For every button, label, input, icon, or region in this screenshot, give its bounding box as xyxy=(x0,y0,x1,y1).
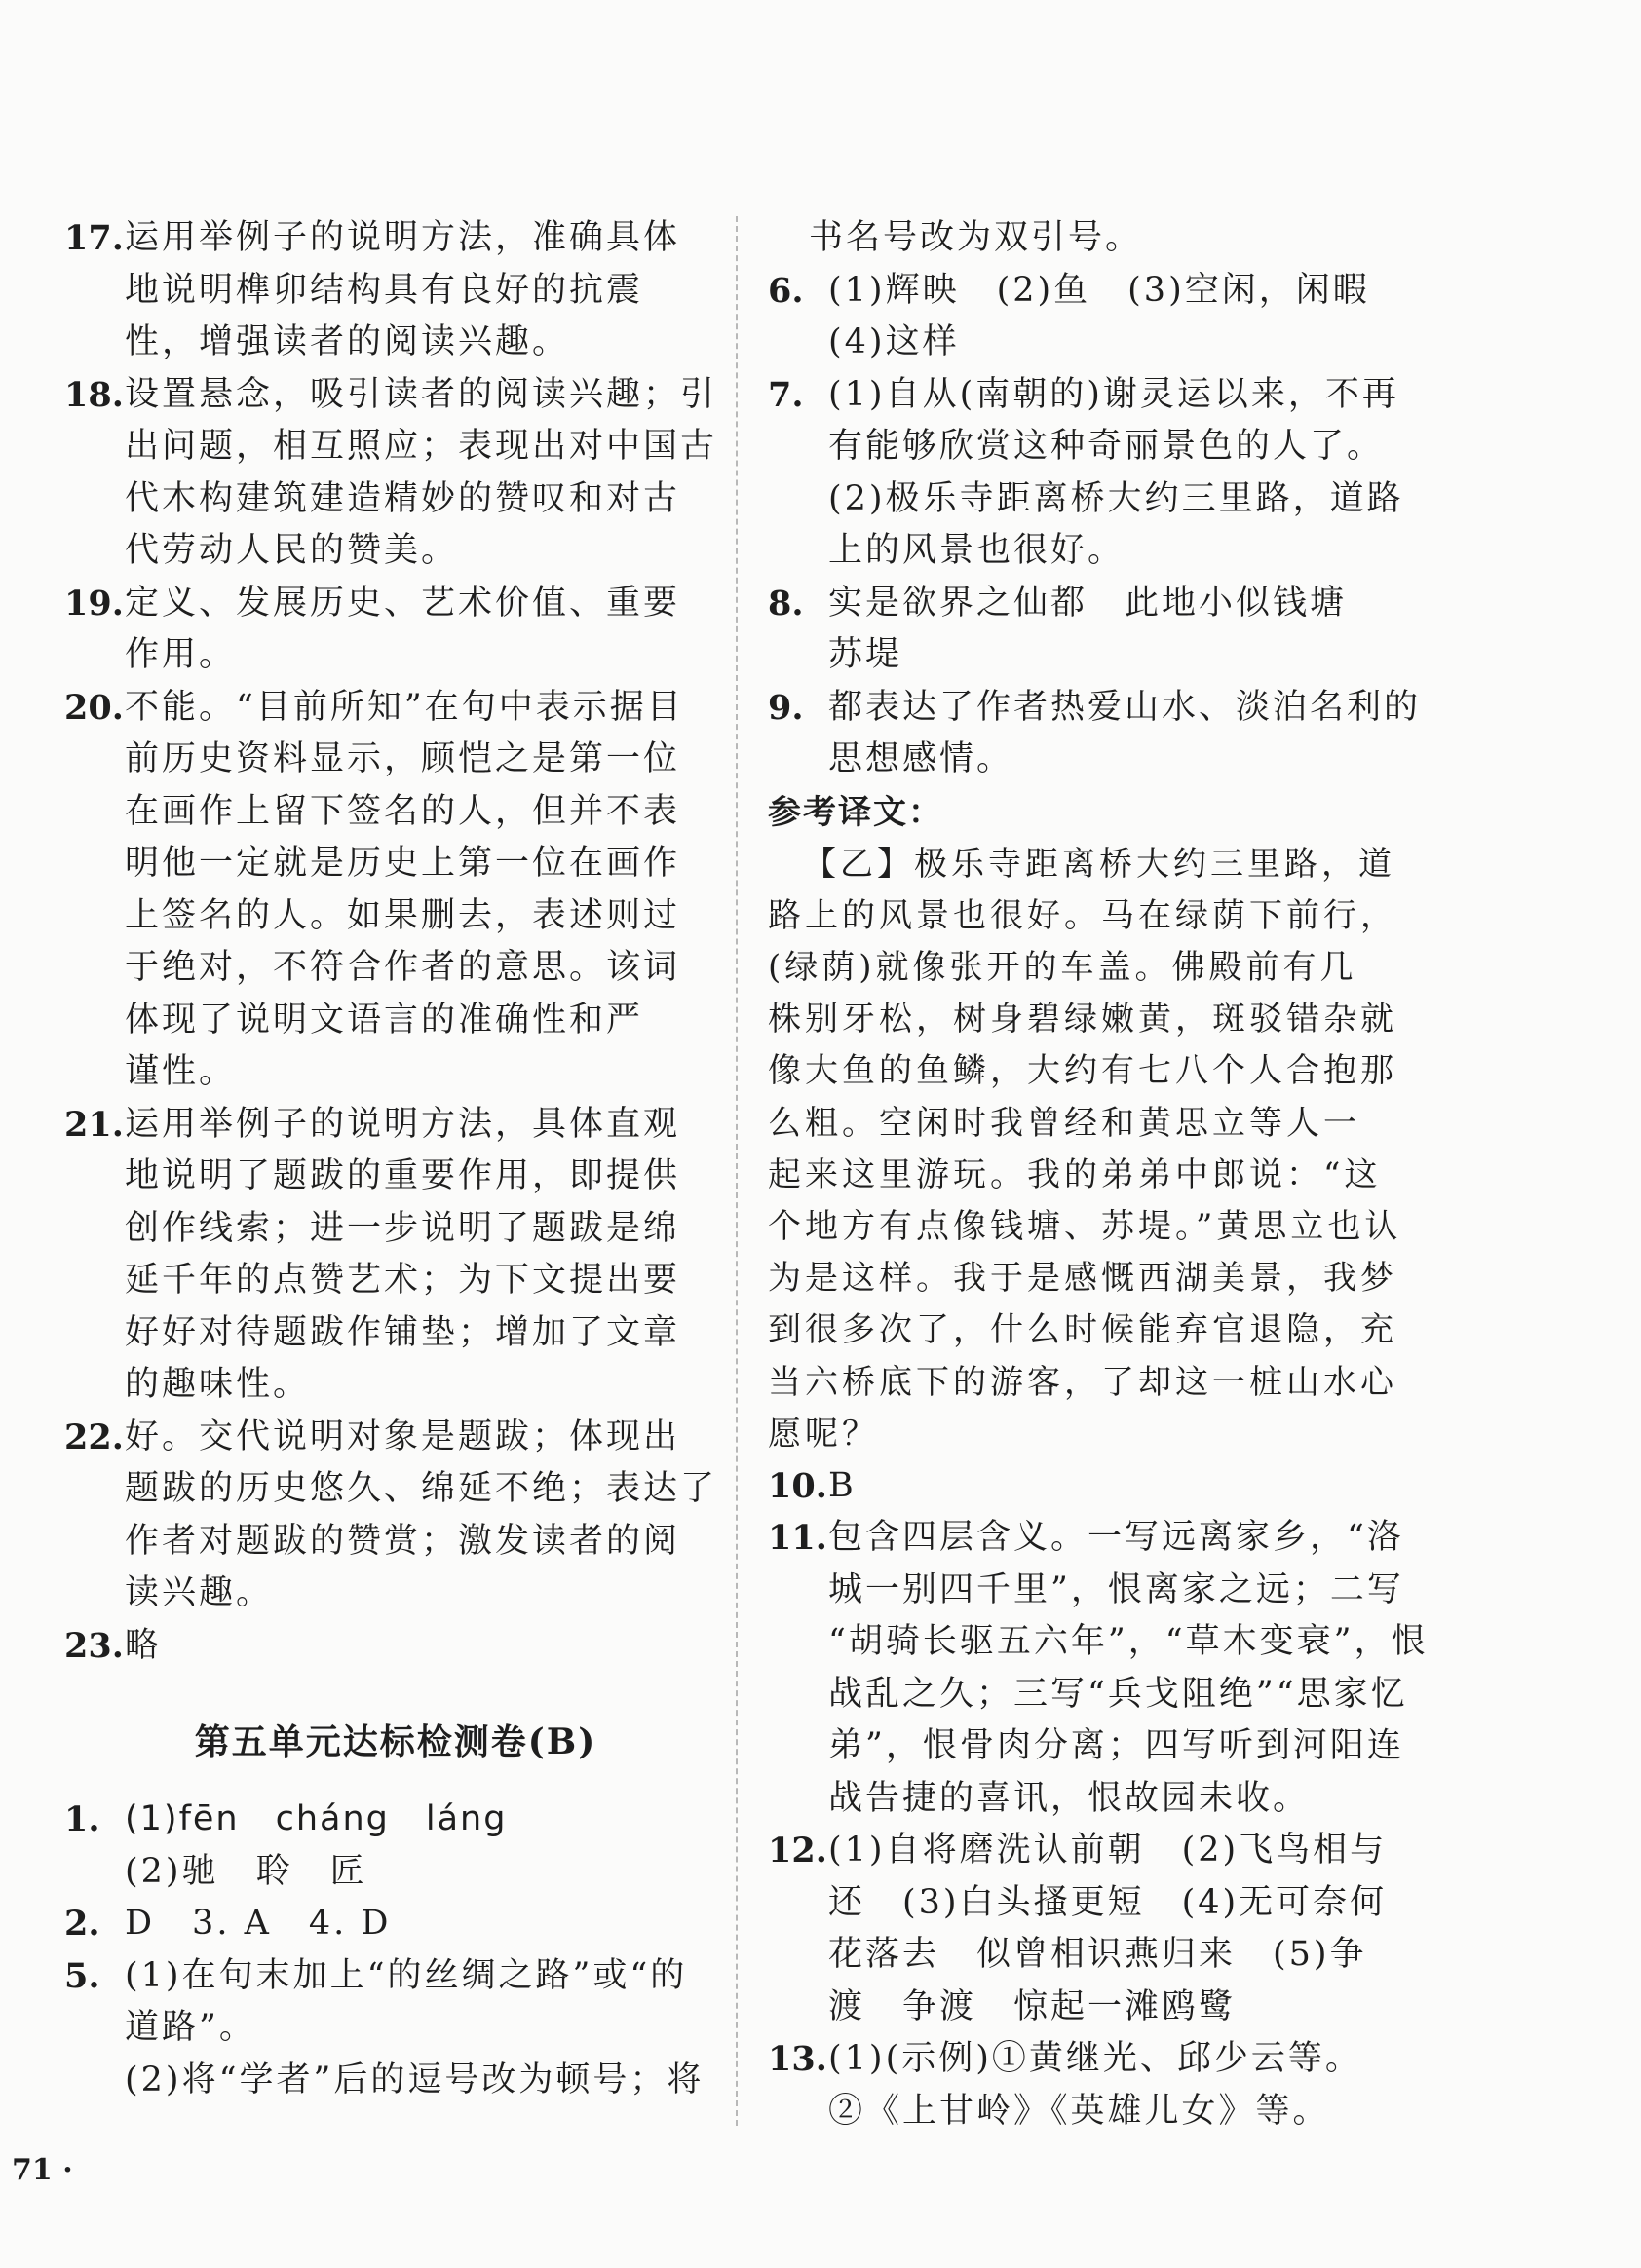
answer-item xyxy=(768,1460,1411,1513)
reference-translation xyxy=(768,839,1411,1460)
answer-line: 好。交代说明对象是题跋；体现出 xyxy=(125,1417,681,1456)
answer-line: (2)将“学者”后的逗号改为顿号；将 xyxy=(125,2060,705,2099)
translation-line: 路上的风景也很好。马在绿荫下前行， xyxy=(768,895,1397,935)
translation-line: 株别牙松，树身碧绿嫩黄，斑驳错杂就 xyxy=(768,1000,1397,1040)
answer-line: 略 xyxy=(125,1625,163,1665)
answer-line: 定义、发展历史、艺术价值、重要 xyxy=(125,583,681,623)
continuation-line: 书名号改为双引号。 xyxy=(809,218,1143,257)
answer-number: 12. xyxy=(768,1831,827,1871)
answer-line: 都表达了作者热爱山水、淡泊名利的 xyxy=(828,687,1422,727)
translation-line: 当六桥底下的游客，了却这一桩山水心 xyxy=(768,1362,1397,1402)
answer-number: 18. xyxy=(64,374,124,415)
answer-number: 20. xyxy=(64,687,124,728)
answer-item xyxy=(64,1898,707,1950)
answer-line: 上签名的人。如果删去，表述则过 xyxy=(125,895,681,935)
translation-line: 起来这里游玩。我的弟弟中郎说：“这 xyxy=(768,1154,1382,1194)
translation-line: 个地方有点像钱塘、苏堤。”黄思立也认 xyxy=(768,1206,1402,1246)
answer-item xyxy=(64,1412,718,1620)
answer-line: (4)这样 xyxy=(828,322,960,361)
section-title: 第五单元达标检测卷(B) xyxy=(194,1721,597,1762)
answer-line: 思想感情。 xyxy=(828,739,1014,778)
answer-line: 读兴趣。 xyxy=(125,1573,274,1612)
translation-line: 到很多次了，什么时候能弃官退隐，充 xyxy=(768,1310,1397,1350)
answer-item xyxy=(768,1512,1429,1825)
answer-line: 城一别四千里”，恨离家之远；二写 xyxy=(828,1569,1404,1609)
answer-number: 21. xyxy=(64,1104,124,1145)
answer-line: 前历史资料显示，顾恺之是第一位 xyxy=(125,739,681,778)
answer-line: 战乱之久；三写“兵戈阻绝”“思家忆 xyxy=(828,1674,1408,1714)
answer-line: 性，增强读者的阅读兴趣。 xyxy=(125,322,570,361)
answer-line: (1)自将磨洗认前朝 (2)飞鸟相与 xyxy=(828,1831,1388,1871)
answer-number: 6. xyxy=(768,270,804,311)
answer-line: 好好对待题跋作铺垫；增加了文章 xyxy=(125,1312,681,1352)
answer-line: 作用。 xyxy=(125,635,237,674)
translation-line: (绿荫)就像张开的车盖。佛殿前有几 xyxy=(768,947,1357,987)
answer-number: 5. xyxy=(64,1955,100,1996)
answer-number: 23. xyxy=(64,1625,124,1666)
answer-line: B xyxy=(828,1465,857,1505)
answer-item xyxy=(64,369,718,578)
answer-number: 9. xyxy=(768,687,804,728)
answer-line: 出问题，相互照应；表现出对中国古 xyxy=(125,427,718,466)
answer-number: 8. xyxy=(768,583,804,624)
answer-number: 2. xyxy=(64,1904,100,1944)
answer-line: 的趣味性。 xyxy=(125,1365,311,1404)
answer-line: (1)辉映 (2)鱼 (3)空闲，闲暇 xyxy=(828,270,1370,310)
answer-line: (1)在句末加上“的丝绸之路”或“的 xyxy=(125,1955,688,1995)
answer-line: 苏堤 xyxy=(828,635,903,674)
answer-item xyxy=(768,1825,1411,2033)
answer-line: D 3. A 4. D xyxy=(125,1904,392,1943)
answer-line: ②《上甘岭》《英雄儿女》等。 xyxy=(828,2091,1330,2131)
answer-line: (2)驰 聆 匠 xyxy=(125,1851,367,1891)
answer-line: (2)极乐寺距离桥大约三里路，道路 xyxy=(828,478,1404,518)
answer-line: 设置悬念，吸引读者的阅读兴趣；引 xyxy=(125,374,718,414)
answer-line: 体现了说明文语言的准确性和严 xyxy=(125,1000,644,1040)
answer-line: 于绝对，不符合作者的意思。该词 xyxy=(125,948,681,987)
answer-item xyxy=(768,265,1411,369)
answer-line: 弟”，恨骨肉分离；四写听到河阳连 xyxy=(828,1726,1404,1766)
answer-line: 不能。“目前所知”在句中表示据目 xyxy=(125,687,684,727)
answer-line: 运用举例子的说明方法，准确具体 xyxy=(125,218,681,257)
answer-line: 谨性。 xyxy=(125,1052,237,1091)
translation-line: 愿呢？ xyxy=(768,1414,879,1454)
answer-line: (1)自从(南朝的)谢灵运以来，不再 xyxy=(828,374,1399,414)
answer-number: 17. xyxy=(64,218,124,258)
page-number: 71 · xyxy=(12,2153,73,2187)
answer-item xyxy=(64,212,707,369)
answer-line: 明他一定就是历史上第一位在画作 xyxy=(125,844,681,883)
right-column xyxy=(768,212,1429,2137)
answer-item xyxy=(768,682,1422,786)
translation-line: 【乙】极乐寺距离桥大约三里路，道 xyxy=(803,844,1395,884)
answer-line: 有能够欣赏这种奇丽景色的人了。 xyxy=(828,427,1385,466)
answer-line: 代劳动人民的赞美。 xyxy=(125,531,459,570)
answer-line: 题跋的历史悠久、绵延不绝；表达了 xyxy=(125,1469,718,1508)
answer-line: 代木构建筑建造精妙的赞叹和对古 xyxy=(125,478,681,518)
answer-line: 延千年的点赞艺术；为下文提出要 xyxy=(125,1261,681,1300)
answer-line: “胡骑长驱五六年”，“草木变衰”，恨 xyxy=(828,1622,1429,1662)
answer-line: 作者对题跋的赞赏；激发读者的阅 xyxy=(125,1521,681,1561)
answer-item xyxy=(64,1794,707,1898)
answer-item xyxy=(768,2033,1411,2137)
right-answer-list xyxy=(768,265,1422,786)
translation-line: 么粗。空闲时我曾经和黄思立等人一 xyxy=(768,1103,1360,1143)
answer-number: 10. xyxy=(768,1465,827,1506)
answer-line: 在画作上留下签名的人，但并不表 xyxy=(125,791,681,831)
answer-line: (1)(示例)①黄继光、邱少云等。 xyxy=(828,2039,1362,2079)
answer-line: 渡 争渡 惊起一滩鸥鹭 xyxy=(828,1986,1237,2026)
answer-number: 7. xyxy=(768,374,804,415)
answer-item xyxy=(64,1099,707,1412)
answer-item xyxy=(64,578,707,682)
left-column xyxy=(64,212,718,2106)
answer-item xyxy=(64,1620,707,1673)
answer-line: 创作线索；进一步说明了题跋是绵 xyxy=(125,1208,681,1248)
answer-line: 还 (3)白头搔更短 (4)无可奈何 xyxy=(828,1882,1388,1922)
translation-line: 像大鱼的鱼鳞，大约有七八个人合抱那 xyxy=(768,1051,1397,1091)
answer-line: 战告捷的喜讯，恨故园未收。 xyxy=(828,1778,1311,1818)
answer-line: 地说明榫卯结构具有良好的抗震 xyxy=(125,270,644,310)
reference-translation-label: 参考译文： xyxy=(768,792,943,832)
answer-item xyxy=(768,578,1411,682)
answer-number: 1. xyxy=(64,1799,100,1839)
answer-line: 运用举例子的说明方法，具体直观 xyxy=(125,1104,681,1144)
right-answer-list-b xyxy=(768,1460,1429,2138)
answer-number: 13. xyxy=(768,2039,827,2080)
answer-item xyxy=(64,1950,707,2107)
column-divider xyxy=(736,216,738,2126)
answer-line: (1)fēn cháng láng xyxy=(125,1799,508,1838)
answer-item xyxy=(768,369,1411,578)
answer-item xyxy=(64,682,707,1099)
answer-line: 地说明了题跋的重要作用，即提供 xyxy=(125,1156,681,1195)
answer-line: 包含四层含义。一写远离家乡，“洛 xyxy=(828,1518,1404,1558)
answer-line: 上的风景也很好。 xyxy=(828,531,1126,570)
answer-number: 19. xyxy=(64,583,124,624)
left-answer-list-b xyxy=(64,1794,707,2106)
answer-line: 道路”。 xyxy=(125,2008,256,2047)
translation-line: 为是这样。我于是感慨西湖美景，我梦 xyxy=(768,1259,1397,1299)
answer-line: 花落去 似曾相识燕归来 (5)争 xyxy=(828,1935,1367,1975)
answer-number: 11. xyxy=(768,1518,827,1559)
answer-line: 实是欲界之仙都 此地小似钱塘 xyxy=(828,583,1348,623)
answer-number: 22. xyxy=(64,1417,124,1457)
left-answer-list xyxy=(64,212,718,1672)
